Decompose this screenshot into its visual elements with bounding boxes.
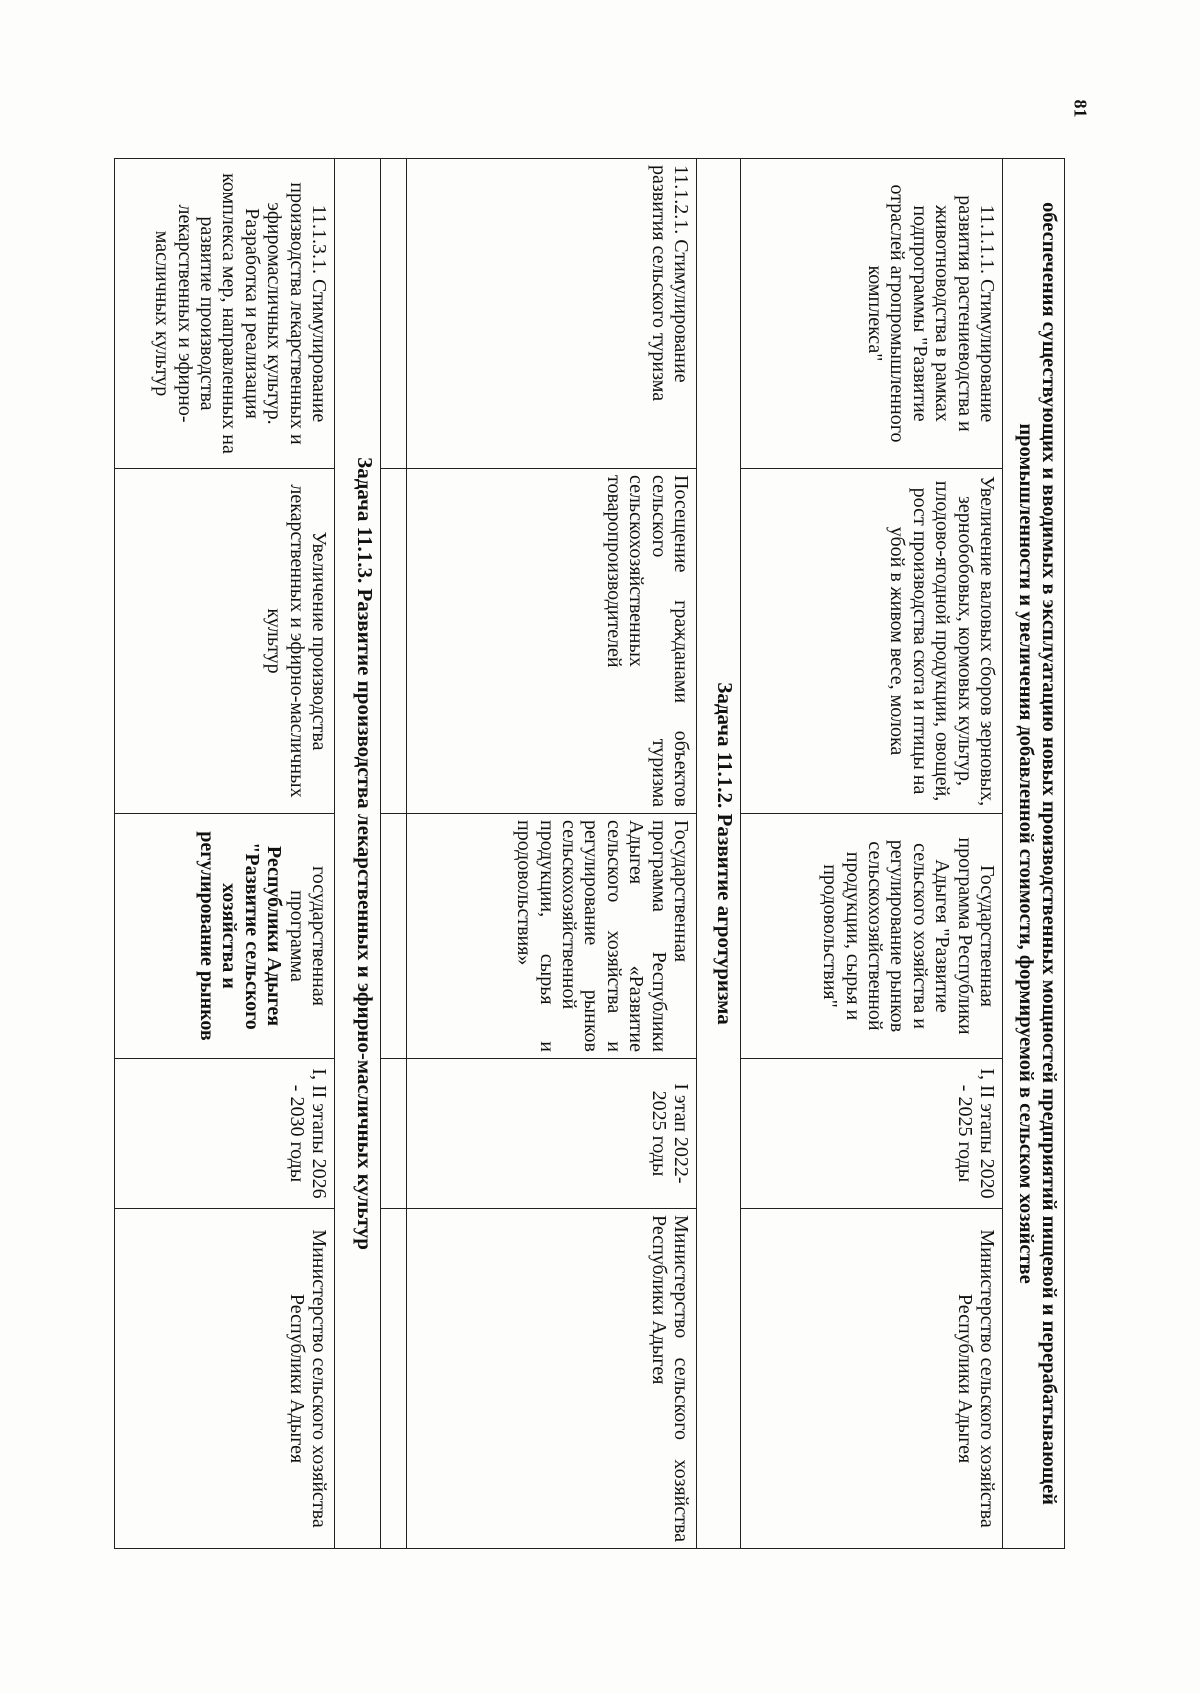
task-title: Задача 11.1.3. Развитие производства лекарственных и эфирно-масличных культур bbox=[335, 159, 381, 1549]
measures-table bbox=[114, 158, 1065, 1549]
table-row bbox=[407, 159, 697, 1549]
rotated-table-wrapper bbox=[115, 158, 1065, 1548]
measure-cell: 11.1.2.1. Стимулирование развития сельского туризма bbox=[407, 159, 697, 469]
table-row bbox=[115, 159, 335, 1549]
empty-row bbox=[381, 159, 407, 1549]
measure-cell: 11.1.1.1. Стимулирование развития растениеводства и животноводства в рамках подпрограммы "Развитие отраслей агропромышленного комплекса" bbox=[741, 159, 1003, 469]
program-text: государственная программа bbox=[285, 866, 330, 1006]
task-title: Задача 11.1.2. Развитие агротуризма bbox=[697, 159, 741, 1549]
program-cell bbox=[115, 814, 335, 1059]
program-cell: Государственная программа Республики Адыгея «Развитие сельского хозяйства и регулирование рынков сельскохозяйственной продукции, сырья и продовольствия» bbox=[407, 814, 697, 1059]
measure-text: 11.1.3.1. Стимулирование производства лекарственных и эфиромасличных культур. bbox=[263, 182, 330, 445]
table-header: обеспечения существующих и вводимых в эксплуатацию новых производственных мощностей предприятий пищевой и перерабатывающей промышленности и увеличения добавленной стоимости, формируемой в сельском хозяйстве bbox=[1003, 159, 1065, 1549]
table-row bbox=[741, 159, 1003, 1549]
period-cell: I, II этапы 2026 - 2030 годы bbox=[115, 1059, 335, 1209]
measure-text: Разработка и реализация комплекса мер, направленных на развитие производства лекарственных и эфирно-масличных культур bbox=[151, 173, 263, 454]
executor-cell: Министерство сельского хозяйства Республики Адыгея bbox=[407, 1209, 697, 1549]
executor-cell: Министерство сельского хозяйства Республики Адыгея bbox=[115, 1209, 335, 1549]
executor-cell: Министерство сельского хозяйства Республики Адыгея bbox=[741, 1209, 1003, 1549]
period-cell: I этап 2022-2025 годы bbox=[407, 1059, 697, 1209]
period-cell: I, II этапы 2020 - 2025 годы bbox=[741, 1059, 1003, 1209]
result-cell: Посещение гражданами объектов сельского туризма сельскохозяйственных товаропроизводителей bbox=[407, 469, 697, 814]
measure-cell bbox=[115, 159, 335, 469]
page-number: 81 bbox=[1070, 99, 1091, 117]
result-cell: Увеличение валовых сборов зерновых, зернобобовых, кормовых культур, плодово-ягодной продукции, овощей, рост производства скота и птицы на убой в живом весе, молока bbox=[741, 469, 1003, 814]
result-cell: Увеличение производства лекарственных и эфирно-масличных культур bbox=[115, 469, 335, 814]
program-cell: Государственная программа Республики Адыгея "Развитие сельского хозяйства и регулирование рынков сельскохозяйственной продукции, сырья и продовольствия" bbox=[741, 814, 1003, 1059]
program-text-bold: Республики Адыгея "Развитие сельского хозяйства и регулирование рынков bbox=[196, 831, 286, 1041]
